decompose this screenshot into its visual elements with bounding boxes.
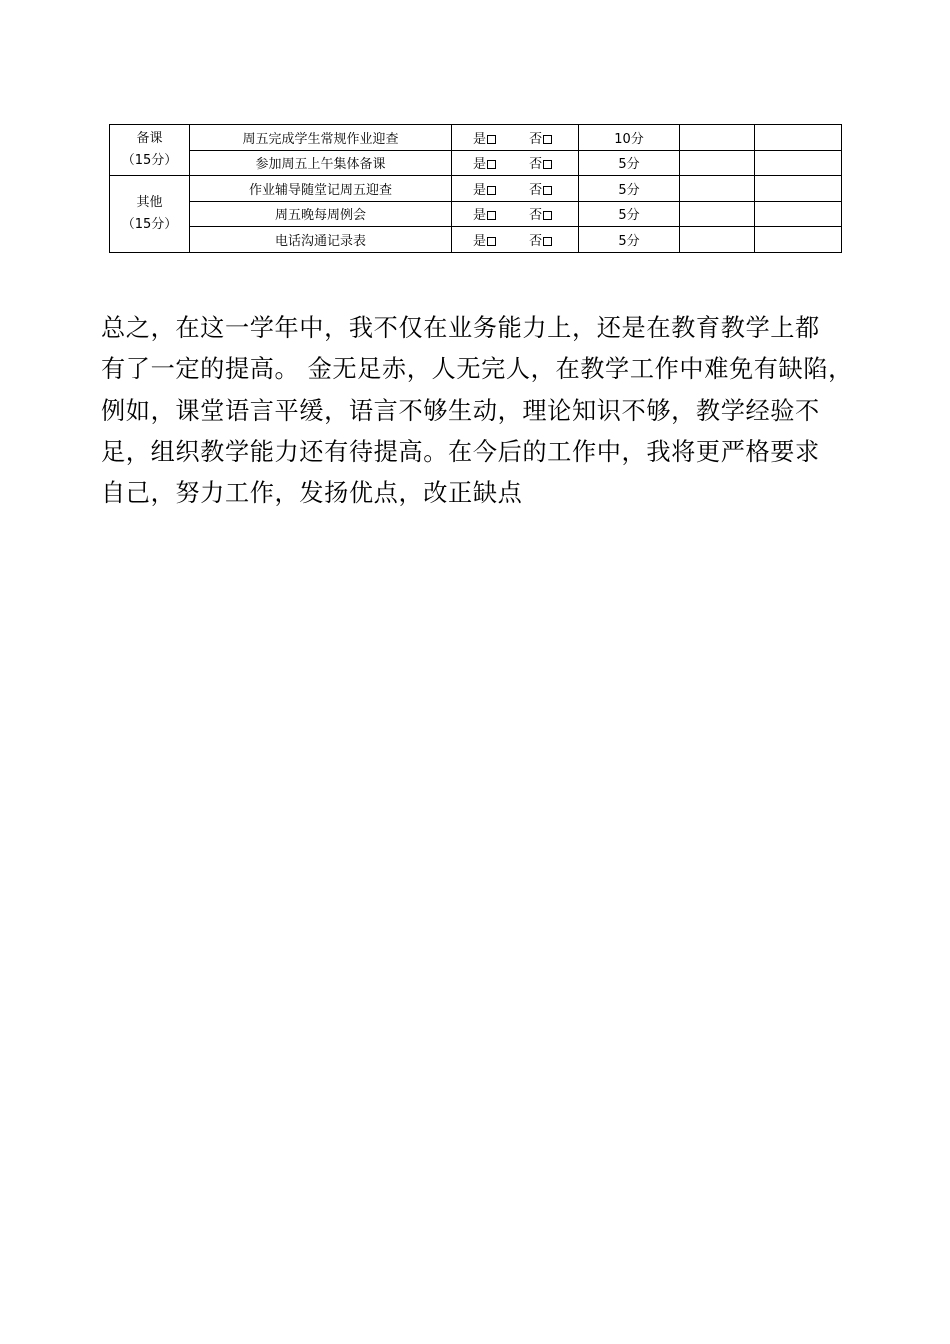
choice-cell bbox=[452, 150, 579, 176]
yes-label: 是 bbox=[473, 208, 487, 224]
item-cell: 参加周五上午集体备课 bbox=[190, 150, 452, 176]
blank-cell bbox=[755, 176, 842, 202]
checkbox-icon[interactable] bbox=[543, 135, 552, 144]
category-points: （15分） bbox=[121, 216, 178, 232]
yes-option[interactable] bbox=[473, 128, 496, 147]
choice-cell bbox=[452, 125, 579, 151]
no-label: 否 bbox=[529, 131, 543, 147]
blank-cell bbox=[755, 150, 842, 176]
score-cell: 5分 bbox=[579, 201, 680, 227]
no-option[interactable] bbox=[529, 153, 552, 172]
summary-paragraph bbox=[101, 308, 861, 514]
checkbox-icon[interactable] bbox=[487, 211, 496, 220]
no-option[interactable] bbox=[529, 204, 552, 223]
checkbox-icon[interactable] bbox=[487, 160, 496, 169]
item-cell: 电话沟通记录表 bbox=[190, 227, 452, 253]
blank-cell bbox=[680, 176, 755, 202]
category-name: 备课 bbox=[136, 131, 163, 146]
yes-option[interactable] bbox=[473, 204, 496, 223]
checkbox-icon[interactable] bbox=[543, 211, 552, 220]
checkbox-icon[interactable] bbox=[487, 135, 496, 144]
category-points: （15分） bbox=[121, 153, 178, 168]
blank-cell bbox=[755, 125, 842, 151]
yes-label: 是 bbox=[473, 182, 487, 198]
table-row bbox=[110, 227, 842, 253]
evaluation-table bbox=[109, 124, 842, 253]
blank-cell bbox=[680, 227, 755, 253]
yes-label: 是 bbox=[473, 233, 487, 249]
table-row bbox=[110, 150, 842, 176]
table-row bbox=[110, 125, 842, 151]
item-cell: 作业辅导随堂记周五迎查 bbox=[190, 176, 452, 202]
score-cell: 10分 bbox=[579, 125, 680, 151]
category-cell bbox=[110, 176, 190, 253]
summary-line: 总之，在这一学年中，我不仅在业务能力上，还是在教育教学上都 bbox=[101, 314, 820, 342]
score-cell: 5分 bbox=[579, 227, 680, 253]
yes-option[interactable] bbox=[473, 230, 496, 249]
summary-line: 自己，努力工作，发扬优点，改正缺点 bbox=[101, 479, 523, 508]
choice-cell bbox=[452, 201, 579, 227]
no-option[interactable] bbox=[529, 128, 552, 147]
blank-cell bbox=[755, 227, 842, 253]
checkbox-icon[interactable] bbox=[543, 186, 552, 195]
summary-line: 足，组织教学能力还有待提高。在今后的工作中，我将更严格要求 bbox=[101, 437, 820, 466]
no-label: 否 bbox=[529, 233, 543, 249]
blank-cell bbox=[680, 125, 755, 151]
blank-cell bbox=[680, 150, 755, 176]
item-cell: 周五晚每周例会 bbox=[190, 201, 452, 227]
table-row bbox=[110, 201, 842, 227]
score-cell: 5分 bbox=[579, 150, 680, 176]
checkbox-icon[interactable] bbox=[543, 237, 552, 246]
no-option[interactable] bbox=[529, 179, 552, 198]
table-row bbox=[110, 176, 842, 202]
summary-line: 有了一定的提高。 金无足赤，人无完人，在教学工作中难免有缺陷， bbox=[101, 355, 853, 384]
checkbox-icon[interactable] bbox=[487, 186, 496, 195]
summary-line: 例如，课堂语言平缓，语言不够生动，理论知识不够，教学经验不 bbox=[101, 396, 820, 425]
yes-option[interactable] bbox=[473, 179, 496, 198]
blank-cell bbox=[755, 201, 842, 227]
yes-option[interactable] bbox=[473, 153, 496, 172]
checkbox-icon[interactable] bbox=[543, 160, 552, 169]
no-label: 否 bbox=[529, 182, 543, 198]
yes-label: 是 bbox=[473, 131, 487, 147]
category-name: 其他 bbox=[136, 194, 163, 210]
yes-label: 是 bbox=[473, 157, 487, 173]
checkbox-icon[interactable] bbox=[487, 237, 496, 246]
no-label: 否 bbox=[529, 157, 543, 173]
category-cell bbox=[110, 125, 190, 176]
item-cell: 周五完成学生常规作业迎查 bbox=[190, 125, 452, 151]
choice-cell bbox=[452, 176, 579, 202]
choice-cell bbox=[452, 227, 579, 253]
score-cell: 5分 bbox=[579, 176, 680, 202]
no-label: 否 bbox=[529, 208, 543, 224]
no-option[interactable] bbox=[529, 230, 552, 249]
blank-cell bbox=[680, 201, 755, 227]
